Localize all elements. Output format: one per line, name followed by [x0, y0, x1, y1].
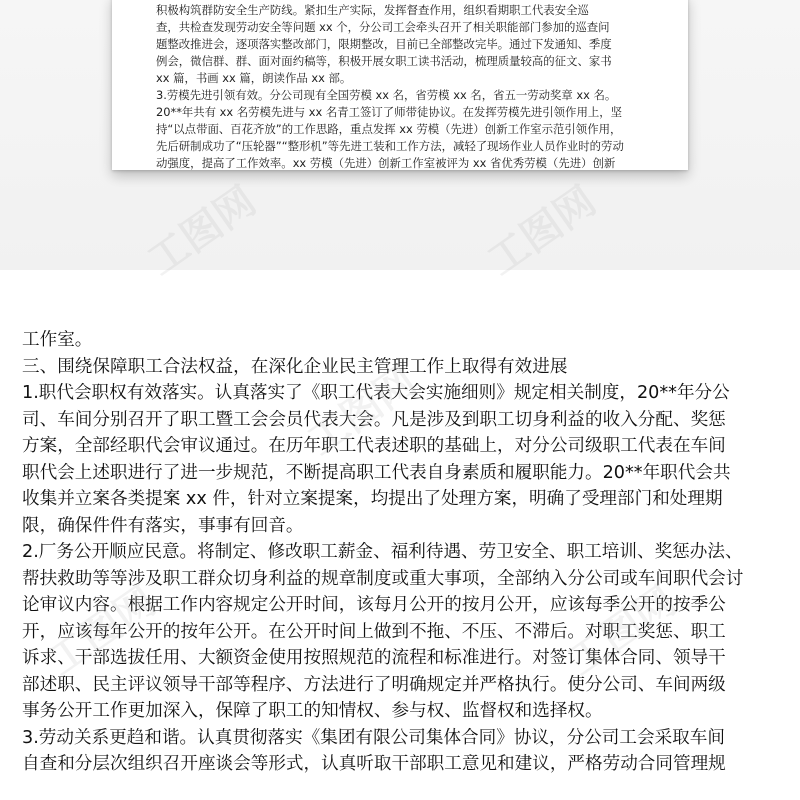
thumbnail-line: 20**年共有 xx 名劳模先进与 xx 名青工签订了师带徒协议。在发挥劳模先进引领作用上，坚 [156, 105, 623, 119]
thumbnail-text [156, 2, 656, 170]
body-line: 部述职、民主评议领导干部等程序、方法进行了明确规定并严格执行。使分公司、车间两级 [22, 674, 726, 695]
body-line: 诉求、干部选拔任用、大额资金使用按照规范的流程和标准进行。对签订集体合同、领导干 [22, 648, 726, 668]
watermark-2: 工图网 [479, 178, 605, 285]
thumbnail-line: 例会，微信群、群、面对面约稿等，积极开展女职工读书活动，梳理质量较高的征文、家书 [156, 54, 612, 68]
document-preview-area [0, 0, 800, 285]
document-body [22, 327, 778, 778]
body-line: 2.厂务公开顺应民意。将制定、修改职工薪金、福利待遇、劳卫安全、职工培训、奖惩办法、 [22, 542, 743, 562]
watermark-3: 工图网 [299, 358, 425, 465]
thumbnail-line: 先后研制成功了“压轮器”“整形机”等先进工装和工作方法，减轻了现场作业人员作业时的劳动 [156, 139, 624, 153]
body-line: 帮扶救助等等涉及职工群众切身利益的规章制度或重大事项，全部纳入分公司或车间职代会讨 [22, 568, 744, 589]
thumbnail-line: 3.劳模先进引领有效。分公司现有全国劳模 xx 名，省劳模 xx 名，省五一劳动奖章 xx 名。 [156, 88, 617, 102]
document-page-thumbnail [112, 0, 688, 170]
body-line: 限，确保件件有落实，事事有回音。 [22, 515, 304, 536]
thumbnail-line: 持“以点带面、百花齐放”的工作思路，重点发挥 xx 劳模（先进）创新工作室示范引领作用， [156, 122, 622, 136]
body-line: 司、车间分别召开了职工暨工会会员代表大会。凡是涉及到职工切身利益的收入分配、奖惩 [22, 409, 726, 430]
watermark-5: 工图网 [559, 578, 685, 685]
body-line: 开，应该每年公开的按年公开。在公开时间上做到不拖、不压、不滞后。对职工奖惩、职工 [22, 621, 726, 642]
body-line: 自查和分层次组织召开座谈会等形式，认真听取干部职工意见和建议，严格劳动合同管理规 [22, 754, 726, 774]
watermark-1: 工图网 [139, 178, 265, 285]
thumbnail-line: 动强度，提高了工作效率。xx 劳模（先进）创新工作室被评为 xx 省优秀劳模（先进）创新 [156, 156, 616, 170]
body-line: 论审议内容。根据工作内容规定公开时间，该每月公开的按月公开，应该每季公开的按季公 [22, 595, 726, 615]
body-line: 三、围绕保障职工合法权益，在深化企业民主管理工作上取得有效进展 [22, 356, 568, 377]
body-line: 1.职代会职权有效落实。认真落实了《职工代表大会实施细则》规定相关制度，20**年分公 [22, 383, 730, 403]
body-line: 方案，全部经职代会审议通过。在历年职工代表述职的基础上，对分公司级职工代表在车间 [22, 436, 726, 456]
watermark-4: 工图网 [39, 578, 165, 685]
body-line: 工作室。 [22, 330, 93, 350]
body-line: 收集并立案各类提案 xx 件，针对立案提案，均提出了处理方案，明确了受理部门和处理期 [22, 489, 723, 509]
thumbnail-line: 积极构筑群防安全生产防线。紧扣生产实际，发挥督查作用，组织看期职工代表安全巡 [156, 3, 589, 17]
body-line: 事务公开工作更加深入，保障了职工的知情权、参与权、监督权和选择权。 [22, 701, 603, 721]
thumbnail-line: 查，共检查发现劳动安全等问题 xx 个，分公司工会牵头召开了相关职能部门参加的巡查问 [156, 20, 610, 34]
thumbnail-line: xx 篇，书画 xx 篇，朗读作品 xx 部。 [156, 71, 352, 85]
body-line: 职代会上述职进行了进一步规范，不断提高职工代表自身素质和履职能力。20**年职代会共 [22, 462, 731, 483]
thumbnail-line: 题整改推进会，逐项落实整改部门，限期整改，目前已全部整改完毕。通过下发通知、季度 [156, 37, 612, 51]
body-line: 3.劳动关系更趋和谐。认真贯彻落实《集团有限公司集体合同》协议，分公司工会采取车间 [22, 727, 725, 748]
